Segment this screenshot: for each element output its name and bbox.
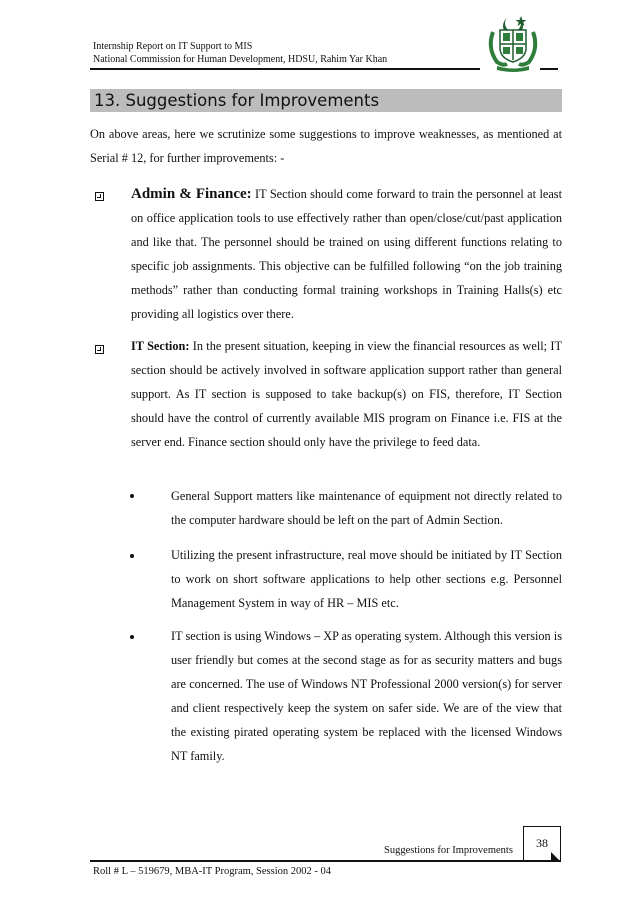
item-text: In the present situation, keeping in view the financial resources as well; IT section should be actively involved in software application support rather than general support. As IT section is supposed to take backup(s) on FIS, therefore, IT Section should have the control of currently available MIS program on Finance i.e. FIS at the server end. Finance section should only have the privilege to feed data. [131,339,562,449]
round-bullet-icon [130,494,134,498]
header-organization: National Commission for Human Development, HDSU, Rahim Yar Khan [93,54,388,65]
section-title: 13. Suggestions for Improvements [94,91,380,110]
square-bullet-icon [95,345,104,354]
item-heading: IT Section: [131,339,190,353]
item-it-section [131,334,562,454]
round-bullet-icon [130,635,134,639]
section-title-bar [90,89,562,112]
item-text: IT Section should come forward to train the personnel at least on office application tools to use effectively rather than open/close/cut/past application and like that. The personnel should be trained on using different functions relating to specific job assignments. This objective can be fulfilled following “on the job training methods” rather than conducting formal training workshops in Training Halls(s) etc providing all logistics over there. [131,187,562,321]
round-bullet-icon [130,554,134,558]
header-rule [90,68,480,70]
item-admin-finance [131,182,562,326]
header-report-title: Internship Report on IT Support to MIS [93,41,253,52]
sub-item-infrastructure: Utilizing the present infrastructure, real move should be initiated by IT Section to work on short software applications to help other sections e.g. Personnel Management System in way of HR – MIS etc. [171,548,562,610]
intro-paragraph: On above areas, here we scrutinize some suggestions to improve weaknesses, as mentioned at Serial # 12, for further improvements: - [90,127,562,165]
sub-item-general-support: General Support matters like maintenance of equipment not directly related to the computer hardware should be left on the part of Admin Section. [171,489,562,527]
sub-item-windows-xp: IT section is using Windows – XP as operating system. Although this version is user friendly but comes at the second stage as for as security matters and bugs are concerned. The use of Windows NT Professional 2000 version(s) for server and client respectively keep the system on safer side. We are of the view that the existing pirated operating system be replaced with the licensed Windows NT family. [171,629,562,763]
footer-section-label: Suggestions for Improvements [384,845,513,856]
square-bullet-icon [95,192,104,201]
page-number: 38 [536,836,548,850]
footer-roll-number: Roll # L – 519679, MBA-IT Program, Session 2002 - 04 [93,866,331,877]
pakistan-state-emblem-icon [483,12,543,72]
page-number-box [523,826,561,862]
footer-rule [90,860,560,862]
item-heading: Admin & Finance: [131,186,252,202]
